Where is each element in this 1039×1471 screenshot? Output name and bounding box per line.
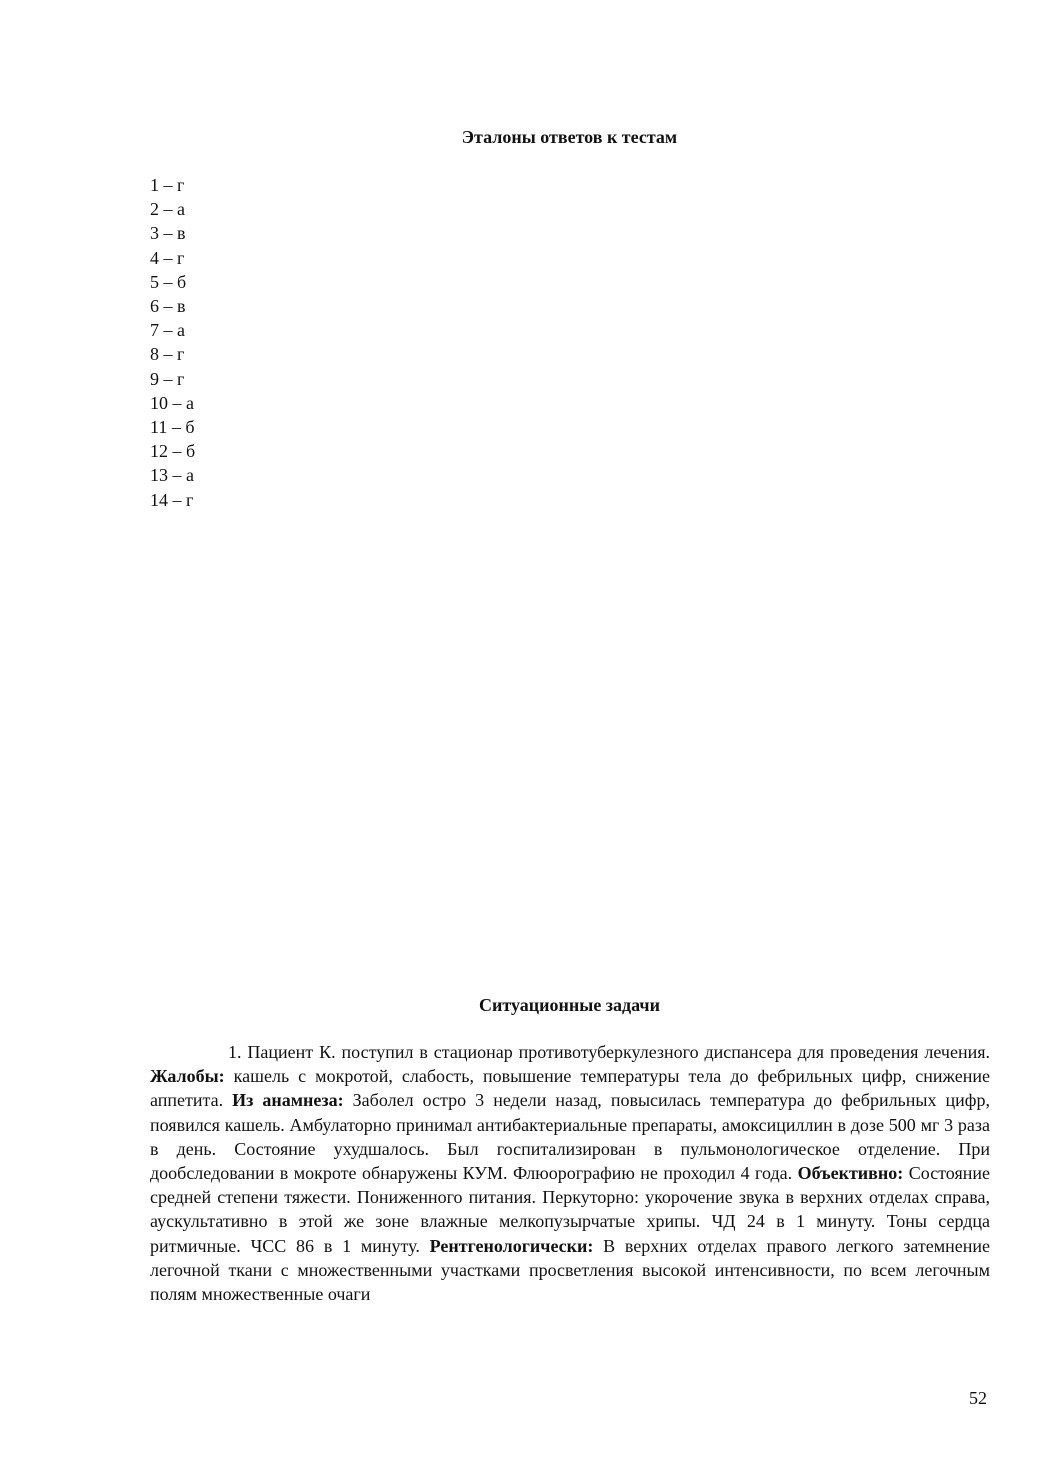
answer-item: 8 – г [150, 344, 185, 365]
answer-item: 2 – а [150, 199, 185, 220]
answer-item: 9 – г [150, 368, 185, 389]
answer-item: 4 – г [150, 247, 185, 268]
objective-label: Объективно: [797, 1163, 904, 1184]
answer-item: 3 – в [150, 223, 186, 244]
answer-item: 7 – а [150, 320, 185, 341]
xray-label: Рентгенологически: [429, 1235, 594, 1256]
task-1-paragraph [150, 1040, 990, 1306]
xray-text: В верхних отделах правого легкого затемнение легочной ткани с множественными участками просветления высокой интенсивности, по всем легочным полям множественные очаги [150, 1235, 990, 1305]
answer-item: 5 – б [150, 271, 187, 292]
anamnesis-label: Из анамнеза: [232, 1090, 344, 1111]
objective-text: Состояние средней степени тяжести. Пониженного питания. Перкуторно: укорочение звука в верхних отделах справа, аускультативно в этой же зоне влажные мелкопузырчатые хрипы. ЧД 24 в 1 минуту. Тоны сердца ритмичные. ЧСС 86 в 1 минуту. [150, 1163, 990, 1256]
answer-item: 10 – а [150, 392, 194, 413]
task-1-intro: 1. Пациент К. поступил в стационар противотуберкулезного диспансера для проведения лечения. [228, 1042, 990, 1062]
answer-item: 6 – в [150, 296, 186, 317]
answers-heading: Эталоны ответов к тестам [461, 127, 678, 147]
page-number: 52 [969, 1388, 987, 1408]
answer-item: 13 – а [150, 465, 194, 486]
answer-item: 11 – б [150, 417, 195, 438]
answer-item: 12 – б [150, 441, 196, 462]
answer-item: 14 – г [150, 489, 194, 510]
answer-item: 1 – г [150, 175, 185, 195]
complaints-label: Жалобы: [150, 1066, 225, 1087]
tasks-heading: Ситуационные задачи [479, 995, 660, 1015]
anamnesis-text: Заболел остро 3 недели назад, повысилась температура до фебрильных цифр, появился кашель. Амбулаторно принимал антибактериальные препараты, амоксициллин в дозе 500 мг 3 раза в день. Состояние ухудшалось. Был госпитализирован в пульмонологическое отделение. При дообследовании в мокроте обнаружены КУМ. Флюорографию не проходил 4 года. [150, 1090, 990, 1184]
complaints-text: кашель с мокротой, слабость, повышение температуры тела до фебрильных цифр, снижение аппетита. [150, 1066, 990, 1111]
answers-list [150, 173, 195, 512]
